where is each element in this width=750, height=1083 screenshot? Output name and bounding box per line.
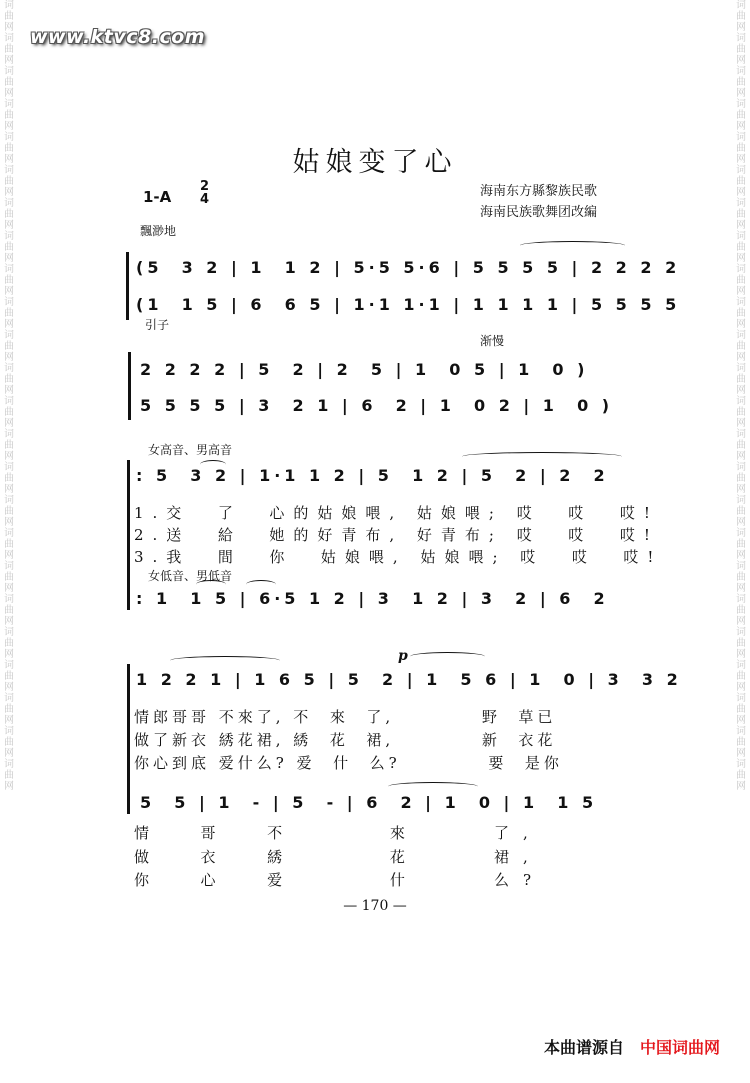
side-watermark-right: 词曲网 词曲网 词曲网 词曲网 词曲网 词曲网 词曲网 词曲网 词曲网 词曲网 词曲网 词曲网 词曲网 词曲网 词曲网 词曲网 词曲网 词曲网 词曲网 词曲网 词曲网 词曲网 词曲网 词曲网 (736, 0, 746, 792)
lyric-verse-2: 2.送 給 她的好青布, 好青布; 哎 哎 哎! (134, 526, 659, 544)
voice-label-low: 女低音、男低音 (148, 569, 233, 583)
slur (410, 652, 485, 661)
system1-lower-notes: (1 1 5 | 6 6 5 | 1·1 1·1 | 1 1 1 1 | 5 5 5 5 (136, 295, 681, 314)
lyric-verse-3-cont: 你心到底 爱什么? 爱 什 么? 要 是你 (134, 754, 563, 772)
song-title: 姑娘变了心 (292, 147, 458, 178)
slur (196, 580, 226, 589)
side-watermark-left: 词曲网 词曲网 词曲网 词曲网 词曲网 词曲网 词曲网 词曲网 词曲网 词曲网 词曲网 词曲网 词曲网 词曲网 词曲网 词曲网 词曲网 词曲网 词曲网 词曲网 词曲网 词曲网 词曲网 词曲网 (4, 0, 14, 792)
source-label: 本曲谱源自 (543, 1038, 624, 1057)
system4-lower-notes: 5 5 | 1 - | 5 - | 6 2 | 1 0 | 1 1 5 (140, 793, 598, 812)
system4-upper-notes: 1 2 2 1 | 1 6 5 | 5 2 | 1 5 6 | 1 0 | 3 3 2 (136, 670, 682, 689)
rit-label: 渐慢 (480, 334, 505, 348)
time-sig-top: 2 (200, 179, 210, 194)
key-signature: 1-A (143, 188, 172, 206)
system3-upper-notes: : 5 3 2 | 1·1 1 2 | 5 1 2 | 5 2 | 2 2 (136, 466, 609, 485)
tie-line (520, 241, 625, 250)
lyric-verse-3: 3.我 間 你 姑娘喂, 姑娘喂; 哎 哎 哎! (134, 548, 663, 566)
credit-arranger: 海南民族歌舞团改編 (480, 205, 598, 220)
tie-line (462, 452, 622, 461)
voice-label-high: 女高音、男高音 (148, 443, 233, 457)
intro-label: 引子 (145, 318, 170, 332)
slur (388, 782, 478, 791)
low-lyric-verse-2: 做 衣 綉 花 裙, (134, 848, 542, 866)
lyric-verse-2-cont: 做了新衣 綉花裙, 綉 花 裙, 新 衣花 (134, 731, 557, 749)
system2-lower-notes: 5 5 5 5 | 3 2 1 | 6 2 | 1 0 2 | 1 0 ) (140, 396, 614, 415)
lyric-verse-1: 1.交 了 心的姑娘喂, 姑娘喂; 哎 哎 哎! (134, 504, 659, 522)
system-brace (128, 352, 131, 420)
time-sig-bottom: 4 (200, 192, 210, 207)
tempo-marking: 飄渺地 (140, 224, 177, 238)
system-brace (126, 252, 129, 320)
system-brace (127, 460, 130, 610)
source-footer[interactable] (544, 1035, 720, 1058)
system2-upper-notes: 2 2 2 2 | 5 2 | 2 5 | 1 0 5 | 1 0 ) (140, 360, 589, 379)
dynamic-marking: p (398, 648, 408, 664)
system1-upper-notes: (5 3 2 | 1 1 2 | 5·5 5·6 | 5 5 5 5 | 2 2 2 2 (136, 258, 681, 277)
page-number: — 170 — (343, 898, 407, 914)
tie-line (170, 656, 280, 665)
lyric-verse-1-cont: 情郎哥哥 不來了, 不 來 了, 野 草已 (134, 708, 557, 726)
time-signature (200, 180, 209, 206)
slur (246, 580, 276, 589)
system-brace (127, 664, 130, 814)
low-lyric-verse-1: 情 哥 不 來 了, (134, 824, 542, 842)
system3-lower-notes: : 1 1 5 | 6·5 1 2 | 3 1 2 | 3 2 | 6 2 (136, 589, 609, 608)
credit-origin: 海南东方縣黎族民歌 (480, 184, 598, 199)
source-site-link[interactable]: 中国词曲网 (639, 1038, 720, 1057)
site-logo[interactable]: www.ktvc8.com (30, 26, 206, 48)
low-lyric-verse-3: 你 心 爱 什 么? (134, 871, 546, 889)
